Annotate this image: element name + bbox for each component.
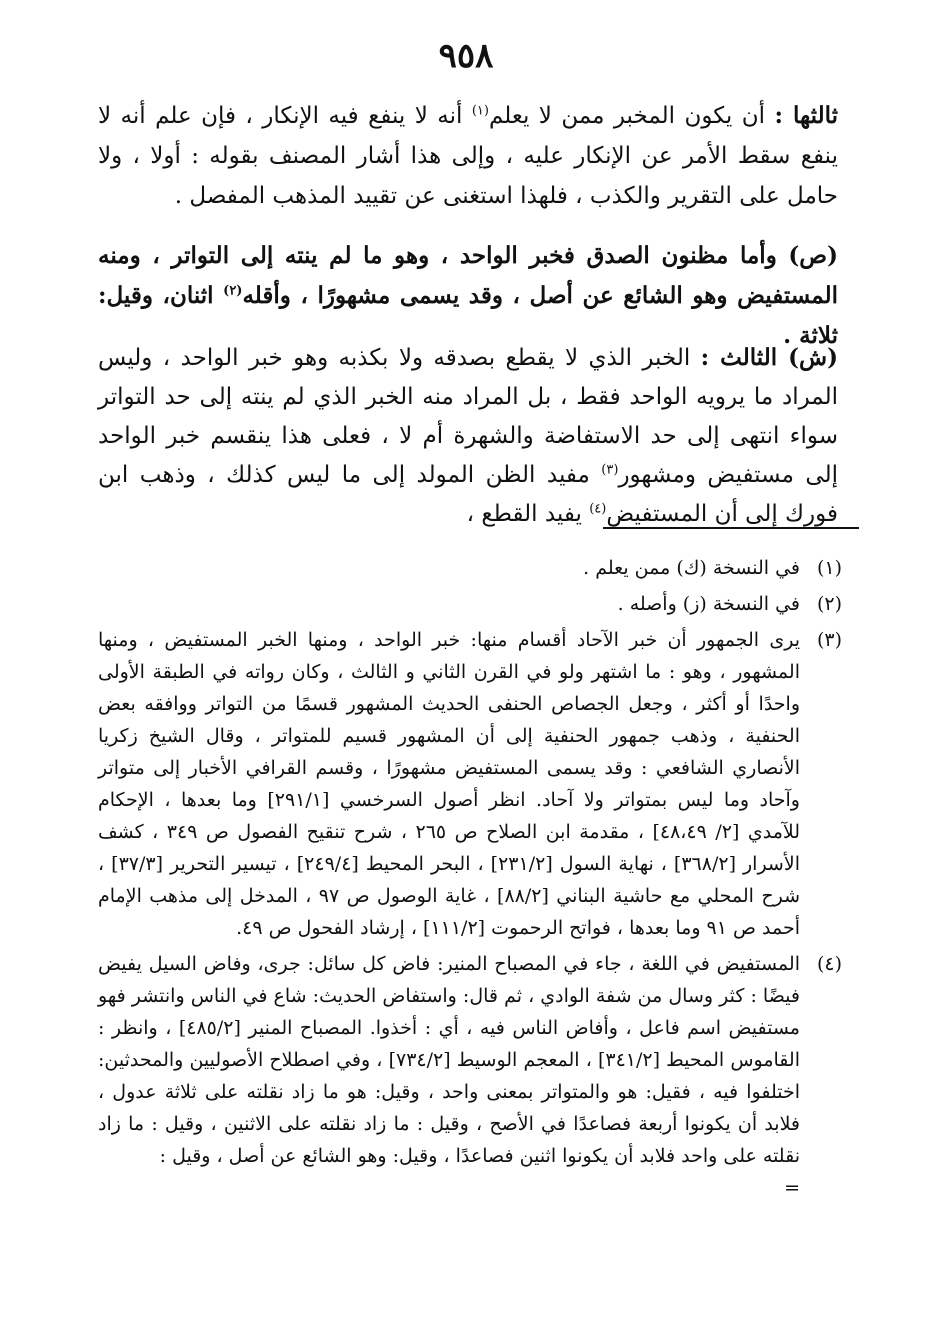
paragraph-text: أنه لا ينفع فيه الإنكار ، فإن علم أنه لا ينفع سقط الأمر عن الإنكار عليه ، وإلى هذا أشار المصنف بقوله : أولا ، ولا حامل على التقرير والكذب ، فلهذا استغنى عن تقييد المذهب المفصل . xyxy=(98,103,838,209)
footnote xyxy=(98,552,842,584)
footnote-text: في النسخة (ك) ممن يعلم . xyxy=(583,557,800,579)
page-number: ٩٥٨ xyxy=(438,36,494,76)
paragraph-third-condition xyxy=(98,96,838,216)
footnote-number: (١) xyxy=(816,557,842,579)
paragraph-text: اثنان، وقيل: ثلاثة . xyxy=(98,282,838,349)
footnote-number: (٢) xyxy=(816,593,842,615)
footnote xyxy=(98,588,842,620)
footnote xyxy=(98,624,842,944)
footnote-ref[interactable]: (٤) xyxy=(589,501,607,517)
paragraph-text: (ص) وأما مظنون الصدق فخبر الواحد ، وهو ما لم ينته إلى التواتر ، ومنه المستفيض وهو الشائع عن أصل ، وقد يسمى مشهورًا ، وأقله xyxy=(98,242,838,309)
footnote-text: المستفيض في اللغة ، جاء في المصباح المنير: فاض كل سائل: جرى، وفاض السيل يفيض فيضًا : كثر وسال من شفة الوادي ، ثم قال: واستفاض الحديث: شاع في الناس وانتشر فهو مستفيض اسم فاعل ، وأفاض الناس فيه ، أي : أخذوا. المصباح المنير [٤٨٥/٢] ، وانظر : القاموس المحيط [٣٤١/٢] ، المعجم الوسيط [٧٣٤/٢] ، وفي اصطلاح الأصوليين والمحدثين: اختلفوا فيه ، فقيل: هو والمتواتر بمعنى واحد ، وقيل: هو ما زاد نقلته على ثلاثة عدول ، فلابد أن يكونوا أربعة فصاعدًا في الأصح ، وقيل : ما زاد نقلته على الاثنين ، وقيل : ما زاد نقلته على واحد فلابد أن يكونوا اثنين فصاعدًا ، وقيل: وهو الشائع عن أصل ، وقيل : xyxy=(98,953,800,1167)
paragraph-text: مفيد الظن المولد إلى ما ليس كذلك ، وذهب ابن فورك إلى أن المستفيض xyxy=(98,462,838,527)
paragraph-text: يفيد القطع ، xyxy=(466,501,582,527)
footnote-ref[interactable]: (١) xyxy=(471,103,489,119)
footnotes xyxy=(98,552,842,1208)
footnote-separator xyxy=(603,527,859,529)
paragraph-sharh xyxy=(98,338,838,534)
footnote-text: يرى الجمهور أن خبر الآحاد أقسام منها: خبر الواحد ، ومنها الخبر المستفيض ، ومنها المشهور ، وهو : ما اشتهر ولو في القرن الثاني و الثالث ، وكان رواته في الطبقة الأولى واحدًا أو أكثر ، وجعل الجصاص الحنفى الحديث المشهور قسمًا من التواتر ووافقه بعض الحنفية ، وذهب جمهور الحنفية إلى أن المشهور قسيم للمتواتر ، وقال الشيخ زكريا الأنصاري الشافعي : وقد يسمى المستفيض مشهورًا ، وقسم القرافي الأخبار إلى متواتر وآحاد وما ليس بمتواتر ولا آحاد. انظر أصول السرخسي [٢٩١/١] وما بعدها ، الإحكام للآمدي [٢/ ٤٨،٤٩] ، مقدمة ابن الصلاح ص ٢٦٥ ، شرح تنقيح الفصول ص ٣٤٩ ، كشف الأسرار [٣٦٨/٢] ، نهاية السول [٢٣١/٢] ، البحر المحيط [٢٤٩/٤] ، تيسير التحرير [٣٧/٣] ، شرح المحلي مع حاشية البناني [٨٨/٢] ، غاية الوصول ص ٩٧ ، المدخل إلى مذهب الإمام أحمد ص ٩١ وما بعدها ، فواتح الرحموت [١١١/٢] ، إرشاد الفحول ص ٤٩. xyxy=(98,629,801,939)
paragraph-text: الخبر الذي لا يقطع بصدقه ولا بكذبه وهو خبر الواحد ، وليس المراد ما يرويه الواحد فقط ، بل المراد منه الخبر الذي لم ينته إلى حد التواتر سواء انتهى إلى حد الاستفاضة والشهرة أم لا ، فعلى هذا ينقسم خبر الواحد إلى مستفيض ومشهور xyxy=(98,345,838,488)
paragraph-text: أن يكون المخبر ممن لا يعلم xyxy=(488,103,766,129)
footnote-text: في النسخة (ز) وأصله . xyxy=(617,593,800,615)
footnote xyxy=(98,948,842,1204)
footnote-ref[interactable]: (٣) xyxy=(601,462,619,478)
paragraph-label: ثالثها : xyxy=(774,102,839,129)
footnote-number: (٣) xyxy=(816,629,842,651)
paragraph-label: (ش) الثالث : xyxy=(700,344,839,371)
footnote-number: (٤) xyxy=(816,953,842,975)
continuation-marker: = xyxy=(784,1177,800,1199)
footnote-ref[interactable]: (٢) xyxy=(223,283,243,299)
footnote-body xyxy=(98,948,800,1204)
